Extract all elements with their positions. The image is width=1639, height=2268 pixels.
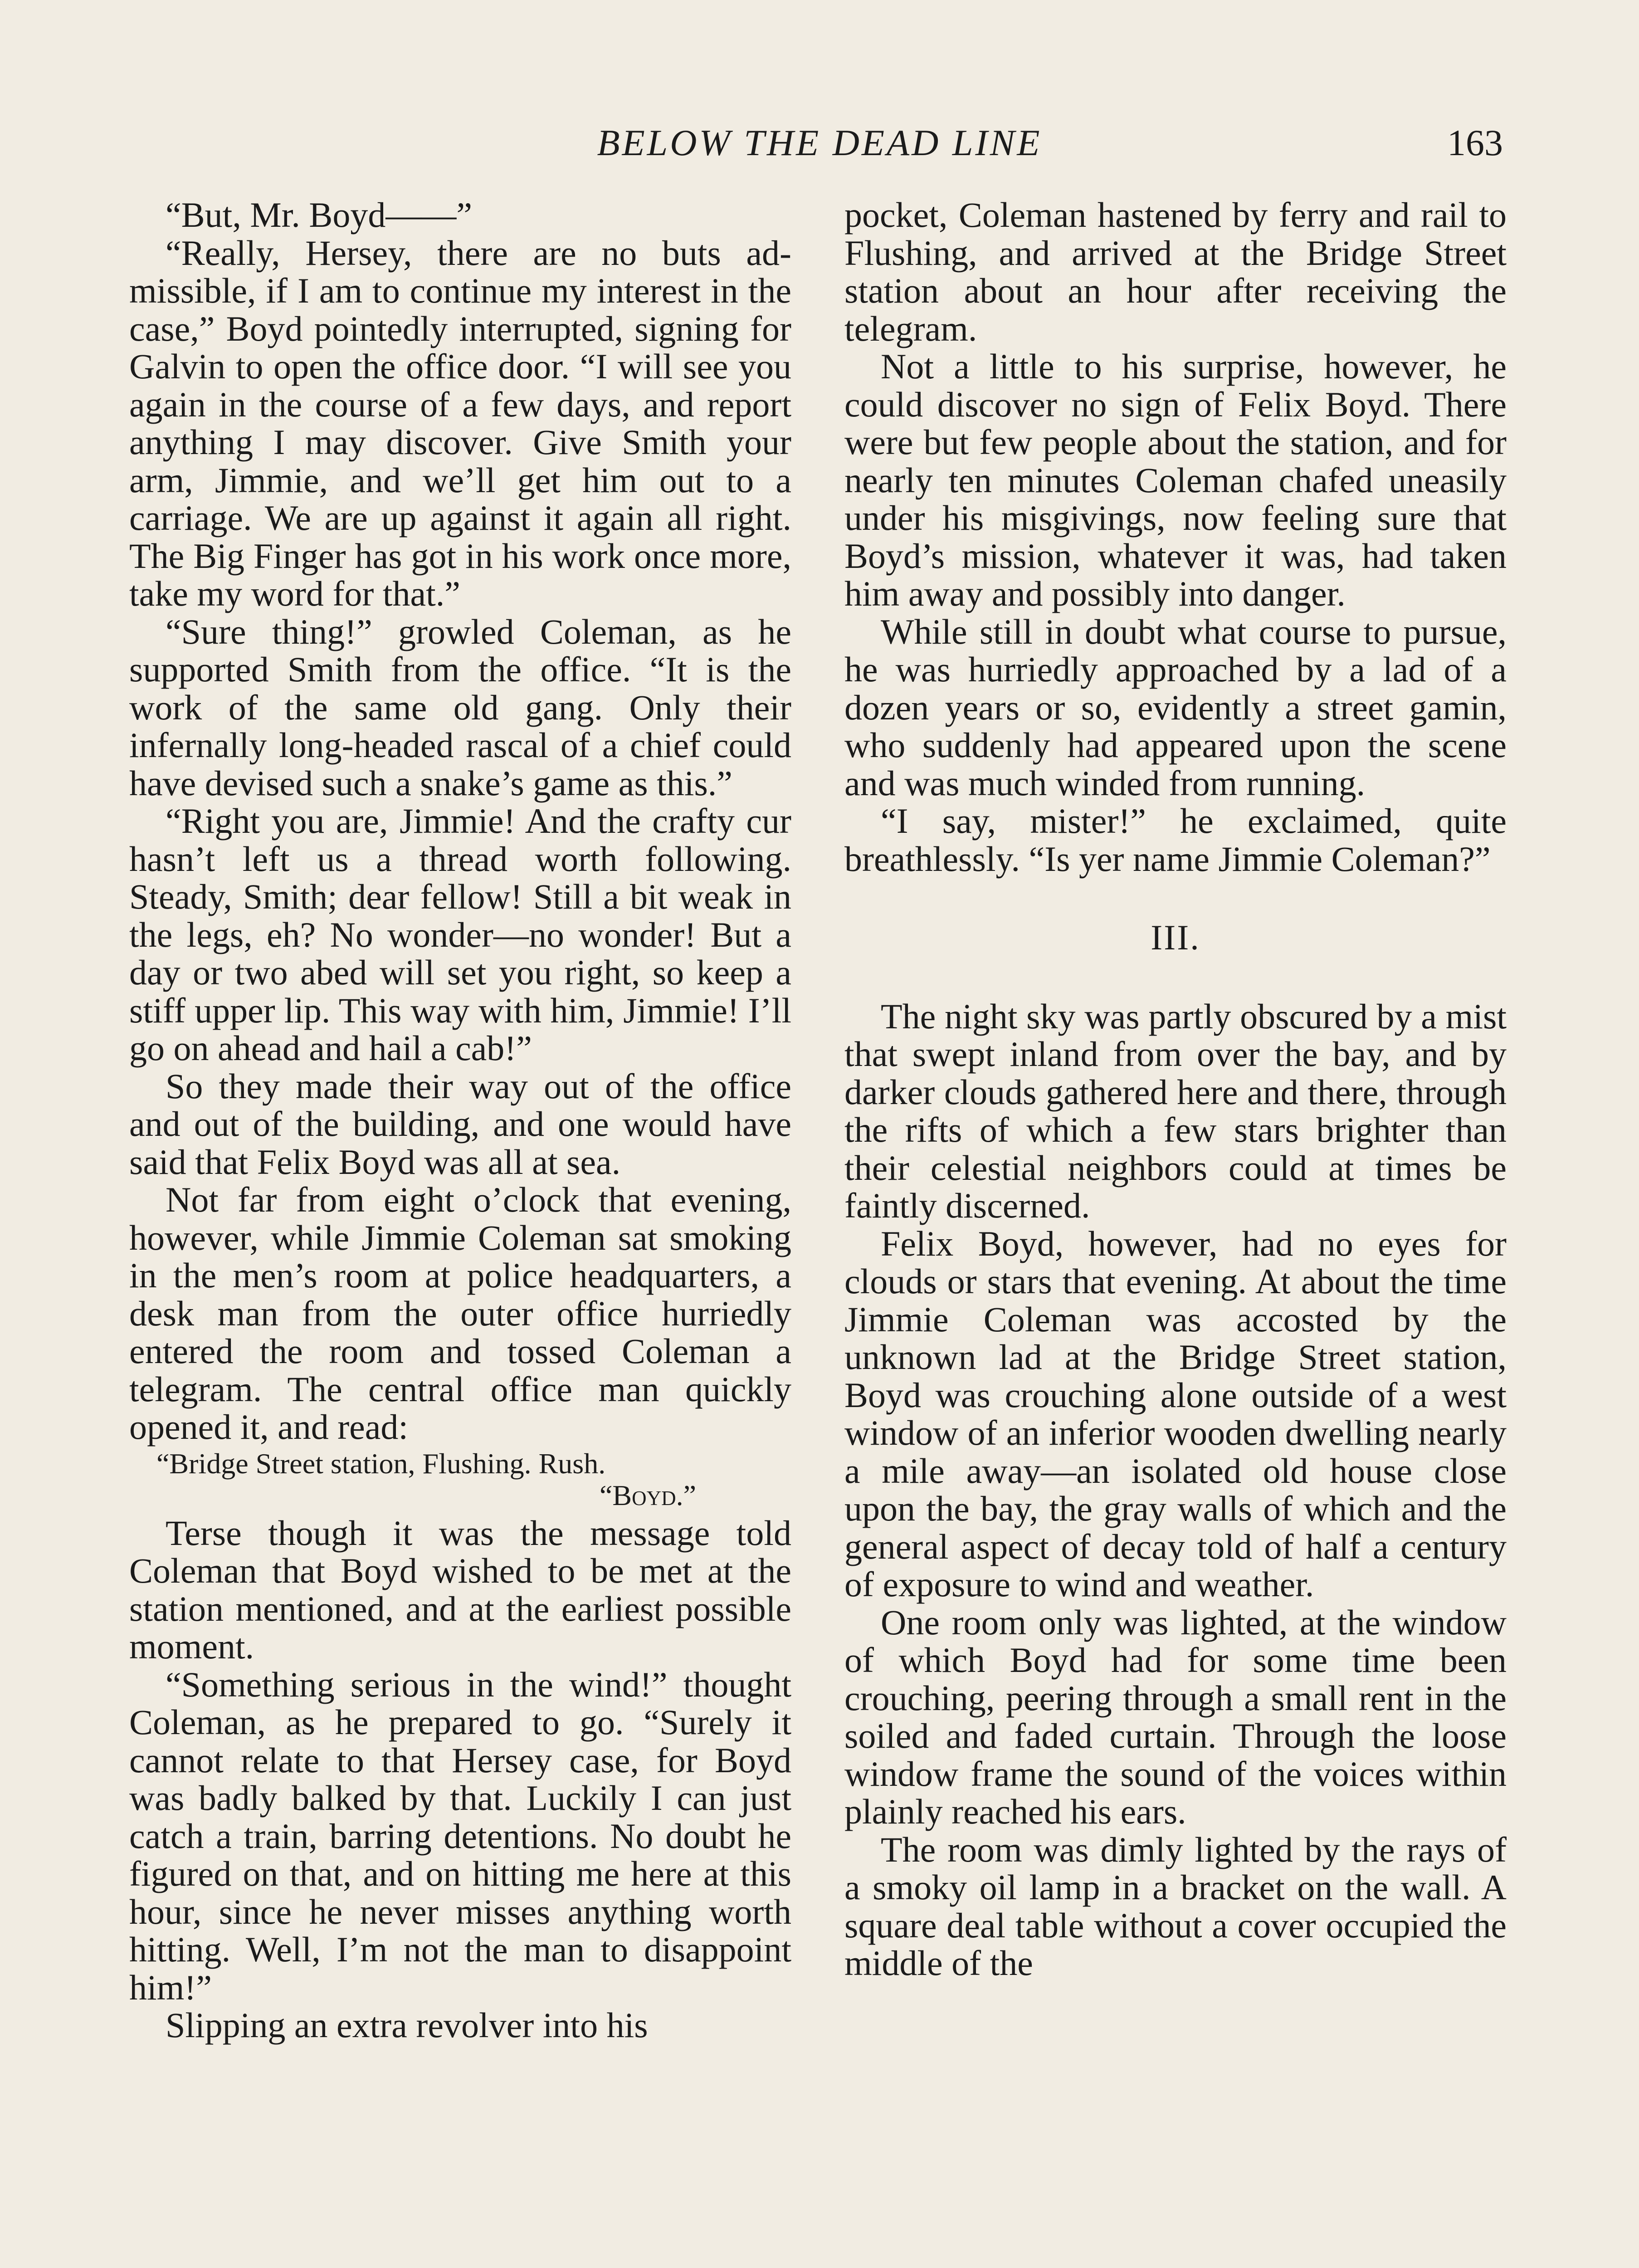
telegram-signature: “Boyd.”: [600, 1479, 696, 1511]
paragraph: While still in doubt what course to pursue, he was hurriedly approached by a lad of a dozen years or so, evidently a street gamin, who suddenly had appeared upon the scene and was much winded from running.: [844, 611, 1507, 803]
paragraph: Felix Boyd, however, had no eyes for clouds or stars that evening. At about the time Jimmie Coleman was accosted by the unknown lad at the Bridge Street station, Boyd was crouching alone outside of a west window of an inferior wooden dwelling nearly a mile away—an isolated old house close upon the bay, the gray walls of which and the general aspect of decay told of half a century of exposure to wind and weather.: [844, 1223, 1507, 1604]
page-header: [136, 122, 1503, 171]
paragraph: “I say, mister!” he exclaimed, quite breathlessly. “Is yer name Jimmie Coleman?”: [844, 801, 1507, 879]
paragraph: “Right you are, Jimmie! And the crafty cur hasn’t left us a thread worth following. Steady, Smith; dear fellow! Still a bit weak in the legs, eh? No wonder—no wonder! But a day or two abed will set you right, so keep a stiff upper lip. This way with him, Jimmie! I’ll go on ahead and hail a cab!”: [129, 801, 791, 1068]
paragraph: “Really, Hersey, there are no buts admissible, if I am to continue my interest in the case,” Boyd pointedly interrupted, signing for Galvin to open the office door. “I will see you again in the course of a few days, and report anything I may discover. Give Smith your arm, Jimmie, and we’ll get him out to a carriage. We are up against it again all right. The Big Finger has got in his work once more, take my word for that.”: [129, 233, 791, 613]
paragraph: Not far from eight o’clock that evening, however, while Jimmie Coleman sat smoking in the men’s room at police headquarters, a desk man from the outer office hurriedly entered the room and tossed Coleman a telegram. The central office man quickly opened it, and read:: [129, 1180, 791, 1447]
paragraph: The night sky was partly obscured by a mist that swept inland from over the bay, and by darker clouds gathered here and there, through the rifts of which a few stars brighter than their celestial neighbors could at times be faintly discerned.: [844, 996, 1507, 1225]
paragraph: Terse though it was the message told Coleman that Boyd wished to be met at the station mentioned, and at the earliest possible moment.: [129, 1513, 791, 1666]
telegram-quote: [129, 1448, 791, 1511]
paragraph: So they made their way out of the office and out of the building, and one would have said that Felix Boyd was all at sea.: [129, 1066, 791, 1182]
paragraph: Slipping an extra revolver into his: [166, 2005, 648, 2045]
paragraph: One room only was lighted, at the window of which Boyd had for some time been crouching, peering through a small rent in the soiled and faded curtain. Through the loose window frame the sound of the voices within plainly reached his ears.: [844, 1602, 1507, 1831]
paragraph: “But, Mr. Boyd——”: [166, 195, 472, 235]
telegram-text: “Bridge Street station, Flushing. Rush.: [156, 1447, 606, 1480]
paragraph: Not a little to his surprise, however, he could discover no sign of Felix Boyd. There were but few people about the station, and for nearly ten minutes Coleman chafed uneasily under his misgivings, now feeling sure that Boyd’s mission, whatever it was, had taken him away and possibly into danger.: [844, 347, 1507, 613]
paragraph: “Something serious in the wind!” thought Coleman, as he prepared to go. “Surely it cannot relate to that Hersey case, for Boyd was badly balked by that. Luckily I can just catch a train, barring detentions. No doubt he figured on that, and on hitting me here at this hour, since he never misses anything worth hitting. Well, I’m not the man to disappoint him!”: [129, 1664, 791, 2007]
paragraph: The room was dimly lighted by the rays of a smoky oil lamp in a bracket on the wall. A square deal table without a cover occupied the middle of the: [844, 1829, 1507, 1983]
section-heading: III.: [1151, 918, 1200, 957]
right-column: [844, 196, 1507, 1982]
running-title: BELOW THE DEAD LINE: [597, 122, 1042, 163]
page-number: 163: [1447, 122, 1503, 163]
left-column: [129, 196, 791, 2044]
paragraph: “Sure thing!” growled Coleman, as he supported Smith from the office. “It is the work of the same old gang. Only their infernally long-headed rascal of a chief could have devised such a snake’s game as this.”: [129, 611, 791, 803]
paragraph: pocket, Coleman hastened by ferry and rail to Flushing, and arrived at the Bridge Street station about an hour after receiving the telegram.: [844, 195, 1507, 348]
